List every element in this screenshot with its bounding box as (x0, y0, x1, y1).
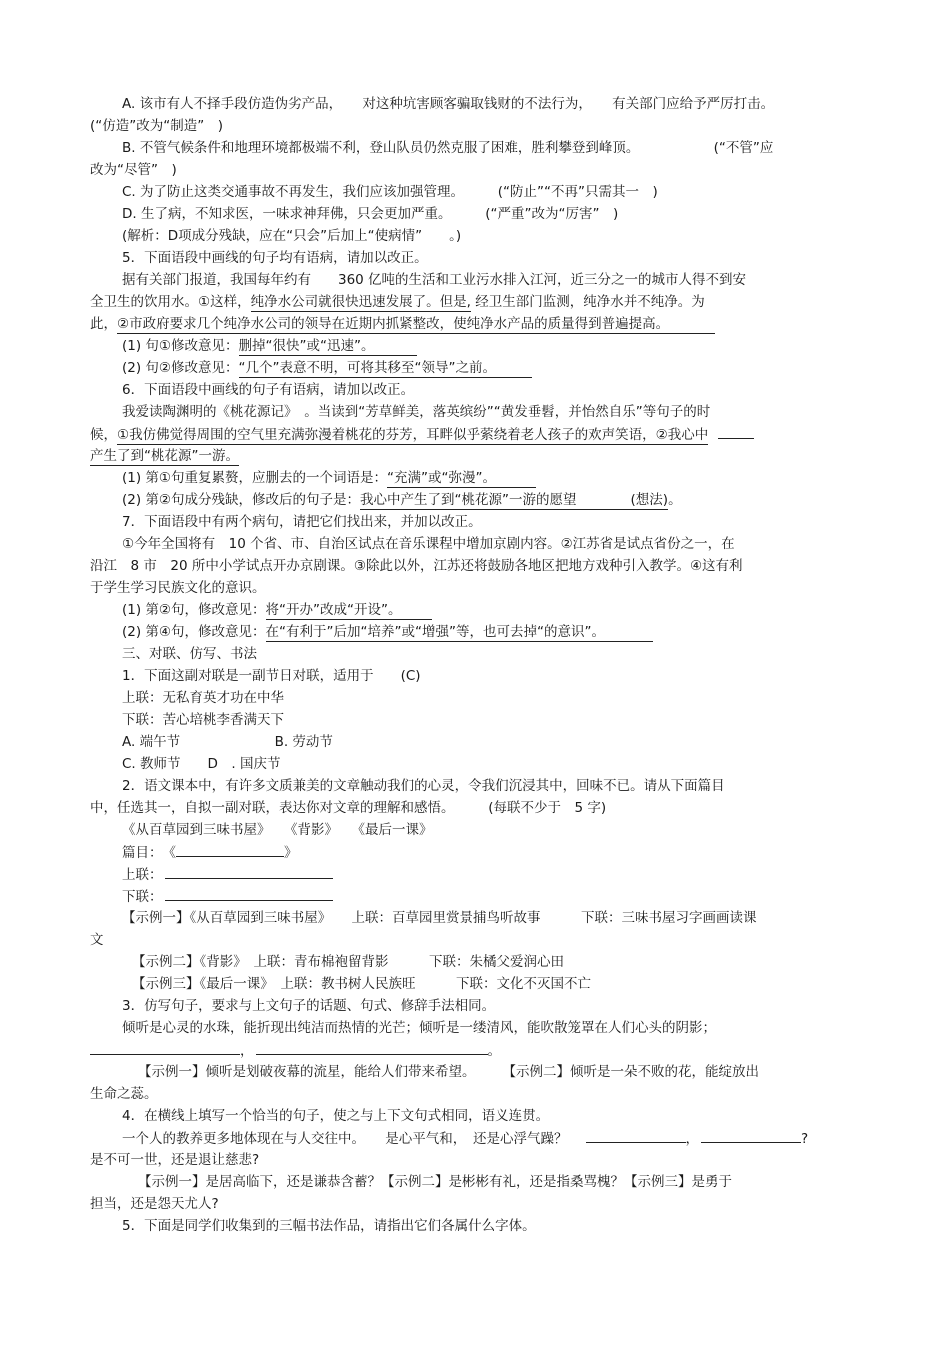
example-line: 【示例一】《从百草园到三味书屋》 上联：百草园里赏景捕鸟听故事 下联：三味书屋习字画画读课 (122, 910, 757, 926)
section-heading: 三、对联、仿写、书法 (122, 646, 257, 662)
text-line: 《从百草园到三味书屋》 《背影》 《最后一课》 (122, 822, 433, 838)
answer-label: (2) 第②句成分残缺，修改后的句子是： (122, 492, 361, 508)
text-line: (解析：D项成分残缺，应在“只会”后加上“使病情” 。) (122, 228, 462, 244)
imitation-blank-1[interactable] (90, 1039, 240, 1055)
underlined-sentence: 纯净水公司就很快迅速发展了。但是, (250, 294, 471, 310)
sentence-blank-2[interactable] (701, 1127, 801, 1143)
text-line: 下联：苦心培桃李香满天下 (122, 712, 284, 728)
fill-line (90, 1039, 880, 1061)
underlined-sentence: 产生了到“桃花源”一游。 (90, 448, 239, 464)
text-line: (“仿造”改为“制造” ) (90, 118, 224, 134)
answer-text: 将“开办”改成“开设”。 (266, 602, 432, 620)
title-blank[interactable] (176, 841, 284, 857)
option-line: C. 教师节 D . 国庆节 (122, 756, 281, 772)
answer-label: (1) 第①句重复累赘，应删去的一个词语是： (122, 470, 388, 486)
text-line: 文 (90, 932, 104, 948)
text-run: ， (240, 1043, 254, 1059)
answer-label: (1) 句①修改意见： (122, 338, 239, 354)
text-line: 是不可一世，还是退让慈悲? (90, 1152, 260, 1168)
text-line: C. 为了防止这类交通事故不再发生，我们应该加强管理。 (“防止”“不再”只需其一 ) (122, 184, 658, 200)
answer-text: 在“有利于”后加“培养”或“增强”等，也可去掉“的意识”。 (266, 624, 653, 642)
text-line: 改为“尽管” ) (90, 162, 177, 178)
fill-label: 下联： (122, 889, 163, 905)
answer-line (122, 357, 912, 379)
text-run: ? (801, 1131, 809, 1147)
answer-text: 我心中产生了到“桃花源”一游的愿望 (想法) (360, 492, 669, 508)
text-run: 。 (668, 492, 682, 508)
fill-line (122, 863, 912, 885)
text-line: 生命之蕊。 (90, 1086, 158, 1102)
text-line: 倾听是心灵的水珠，能折现出纯洁而热情的光芒；倾听是一缕清风，能吹散笼罩在人们心头的阴影； (122, 1020, 716, 1036)
lower-couplet-blank[interactable] (165, 885, 333, 901)
sentence-blank-1[interactable] (586, 1127, 686, 1143)
example-line: 【示例一】是居高临下，还是谦恭含蓄？【示例二】是彬彬有礼，还是指桑骂槐？【示例三】是勇于 (138, 1174, 732, 1190)
text-run: 候， (90, 427, 117, 443)
question-heading: 2．语文课本中，有许多文质兼美的文章触动我们的心灵，令我们沉浸其中，回味不已。请从下面篇目 (122, 778, 725, 794)
text-line: 上联：无私育英才功在中华 (122, 690, 284, 706)
text-run: 经卫生部门监测，纯净水并不纯净。为 (470, 294, 705, 310)
answer-label: (2) 第④句，修改意见： (122, 624, 266, 640)
text-line: B. 不管气候条件和地理环境都极端不利，登山队员仍然克服了困难，胜利攀登到峰顶。 (“不管”应 (122, 140, 774, 156)
fill-label: 上联： (122, 867, 163, 883)
text-line: ①今年全国将有 10 个省、市、自治区试点在音乐课程中增加京剧内容。②江苏省是试点省份之一，在 (122, 536, 735, 552)
underlined-sentence: ②市政府要求几个纯净水公司的领导在近期内抓紧整改，使纯净水产品的质量得到普遍提高。 (117, 316, 715, 334)
fill-line (122, 885, 912, 907)
text-run: 》 (284, 845, 298, 861)
answer-line (122, 467, 912, 489)
question-heading: 6．下面语段中画线的句子有语病，请加以改正。 (122, 382, 415, 398)
text-line: 于学生学习民族文化的意识。 (90, 580, 266, 596)
text-line: 我爱读陶渊明的《桃花源记》 。当读到“芳草鲜美，落英缤纷”“黄发垂髫，并怡然自乐”等句子的时 (122, 404, 711, 420)
question-heading: 7．下面语段中有两个病句，请把它们找出来，并加以改正。 (122, 514, 482, 530)
text-line: A. 该市有人不择手段仿造伪劣产品， 对这种坑害顾客骗取钱财的不法行为， 有关部门应给予严厉打击。 (122, 96, 775, 112)
question-heading: 5．下面是同学们收集到的三幅书法作品，请指出它们各属什么字体。 (122, 1218, 536, 1234)
answer-label: (2) 句②修改意见： (122, 360, 239, 376)
question-heading: 3．仿写句子，要求与上文句子的话题、句式、修辞手法相同。 (122, 998, 496, 1014)
imitation-blank-2[interactable] (256, 1039, 488, 1055)
text-run: 此， (90, 316, 117, 332)
text-line: 沿江 8 市 20 所中小学试点开办京剧课。③除此以外，江苏还将鼓励各地区把地方戏种引入教学。④这有利 (90, 558, 743, 574)
text-line: 担当，还是怨天尤人? (90, 1196, 219, 1212)
text-line (90, 445, 880, 467)
underline-blank (718, 423, 754, 439)
answer-text: “充满”或“弥漫”。 (387, 470, 536, 488)
fill-line (122, 841, 912, 863)
answer-text: “几个”表意不明，可将其移至“领导”之前。 (239, 360, 532, 378)
answer-line (122, 489, 912, 511)
text-line (90, 423, 880, 445)
answer-line (122, 599, 912, 621)
text-line (90, 291, 880, 313)
text-line: D. 生了病，不知求医，一味求神拜佛，只会更加严重。 (“严重”改为“厉害” ) (122, 206, 619, 222)
question-heading: 4．在横线上填写一个恰当的句子，使之与上下文句式相同，语义连贯。 (122, 1108, 550, 1124)
text-run: 一个人的教养更多地体现在与人交往中。 是心平气和， 还是心浮气躁？ (122, 1131, 568, 1147)
question-heading: 5．下面语段中画线的句子均有语病，请加以改正。 (122, 250, 428, 266)
option-line: A. 端午节 B. 劳动节 (122, 734, 333, 750)
example-line: 【示例三】《最后一课》 上联：教书树人民族旺 下联：文化不灭国不亡 (132, 976, 591, 992)
text-run: 全卫生的饮用水。①这样， (90, 294, 251, 310)
text-line: 据有关部门报道，我国每年约有 360 亿吨的生活和工业污水排入江河，近三分之一的城市人得不到安 (122, 272, 747, 288)
text-run: 。 (487, 1043, 501, 1059)
text-run: ， (685, 1131, 699, 1147)
example-line: 【示例二】《背影》 上联：青布棉袍留背影 下联：朱橘父爱润心田 (132, 954, 564, 970)
upper-couplet-blank[interactable] (165, 863, 333, 879)
fill-label: 篇目： 《 (122, 845, 176, 861)
answer-label: (1) 第②句，修改意见： (122, 602, 266, 618)
fill-line (122, 1127, 912, 1149)
underlined-sentence: ①我仿佛觉得周围的空气里充满弥漫着桃花的芬芳，耳畔似乎萦绕着老人孩子的欢声笑语，②我心中 (117, 427, 709, 443)
text-line (90, 313, 880, 335)
example-line: 【示例一】倾听是划破夜幕的流星，能给人们带来希望。 【示例二】倾听是一朵不败的花，能绽放出 (138, 1064, 759, 1080)
answer-line (122, 621, 912, 643)
question-heading: 1．下面这副对联是一副节日对联，适用于 (C) (122, 668, 421, 684)
text-line: 中，任选其一，自拟一副对联，表达你对文章的理解和感悟。 (每联不少于 5 字) (90, 800, 607, 816)
answer-text: 删掉“很快”或“迅速”。 (239, 338, 417, 356)
answer-line (122, 335, 912, 357)
